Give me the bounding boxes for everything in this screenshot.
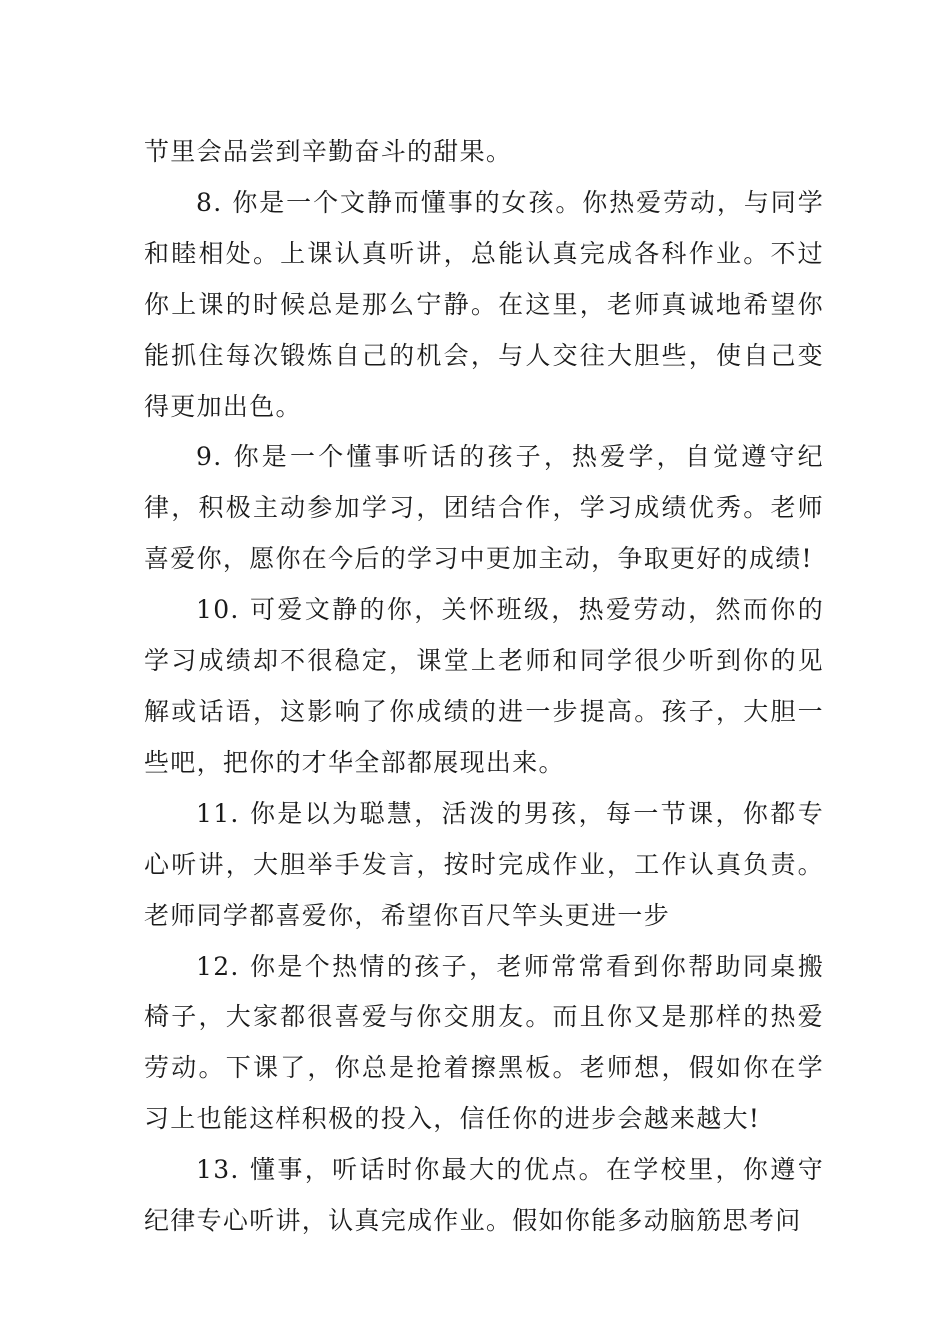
paragraph-comment-11: 11. 你是以为聪慧，活泼的男孩，每一节课，你都专心听讲，大胆举手发言，按时完成作业，工作认真负责。老师同学都喜爱你，希望你百尺竿头更进一步 xyxy=(144,798,824,930)
paragraph-continuation: 节里会品尝到辛勤奋斗的甜果。 xyxy=(144,137,513,166)
paragraph-comment-12: 12. 你是个热情的孩子，老师常常看到你帮助同桌搬椅子，大家都很喜爱与你交朋友。而且你又是那样的热爱劳动。下课了，你总是抢着擦黑板。老师想，假如你在学习上也能这样积极的投入，信任你的进步会越来越大! xyxy=(144,951,824,1134)
paragraph-comment-10: 10. 可爱文静的你，关怀班级，热爱劳动，然而你的学习成绩却不很稳定，课堂上老师和同学很少听到你的见解或话语，这影响了你成绩的进一步提高。孩子，大胆一些吧，把你的才华全部都展现出来。 xyxy=(144,595,824,777)
paragraph-comment-8: 8. 你是一个文静而懂事的女孩。你热爱劳动，与同学和睦相处。上课认真听讲，总能认真完成各科作业。不过你上课的时候总是那么宁静。在这里，老师真诚地希望你能抓住每次锻炼自己的机会，与人交往大胆些，使自己变得更加出色。 xyxy=(144,187,824,421)
paragraph-comment-13: 13. 懂事，听话时你最大的优点。在学校里，你遵守纪律专心听讲，认真完成作业。假如你能多动脑筋思考问 xyxy=(144,1155,824,1236)
paragraph-comment-9: 9. 你是一个懂事听话的孩子，热爱学，自觉遵守纪律，积极主动参加学习，团结合作，学习成绩优秀。老师喜爱你，愿你在今后的学习中更加主动，争取更好的成绩! xyxy=(144,442,824,574)
document-body xyxy=(144,127,824,1247)
